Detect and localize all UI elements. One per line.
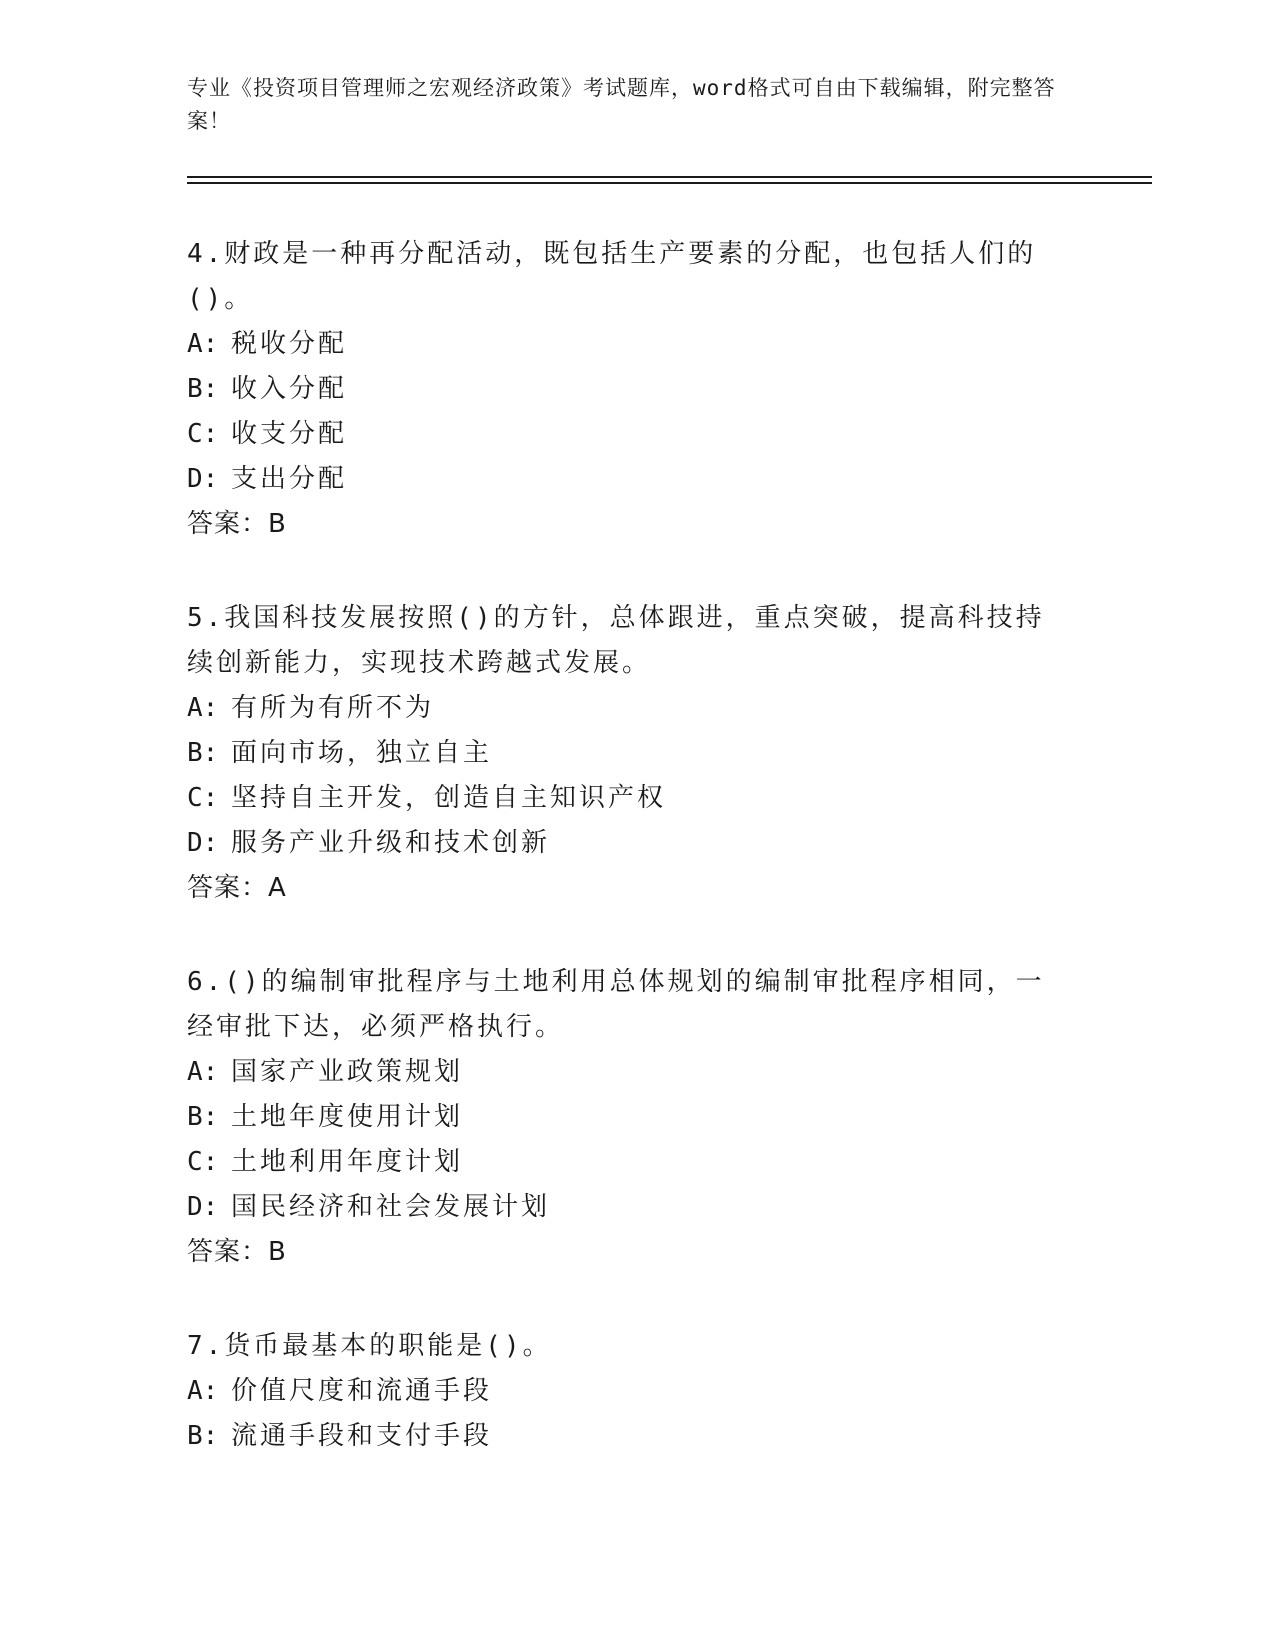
option-b [187,1095,1067,1140]
option-text: 服务产业升级和技术创新 [231,828,551,858]
option-letter: B: [187,374,219,404]
option-d [187,821,1067,866]
option-d [187,457,1067,502]
header-rule-top [187,176,1152,178]
option-text: 坚持自主开发，创造自主知识产权 [231,783,667,813]
option-text: 有所为有所不为 [231,693,435,723]
option-b [187,731,1067,776]
question-4 [187,232,1067,547]
option-b [187,367,1067,412]
option-a [187,1050,1067,1095]
option-a [187,686,1067,731]
question-7 [187,1324,1067,1459]
option-text: 价值尺度和流通手段 [231,1376,493,1406]
option-text: 土地年度使用计划 [231,1102,464,1132]
option-a [187,322,1067,367]
option-letter: C: [187,1147,219,1177]
header-rule-bottom [187,182,1152,184]
option-letter: A: [187,1057,219,1087]
question-stem: 4.财政是一种再分配活动，既包括生产要素的分配，也包括人们的()。 [187,239,1037,314]
option-c [187,1140,1067,1185]
question-6 [187,960,1067,1275]
option-letter: B: [187,1102,219,1132]
option-text: 税收分配 [231,329,348,359]
option-text: 流通手段和支付手段 [231,1421,493,1451]
option-letter: A: [187,329,219,359]
option-letter: D: [187,828,219,858]
answer-label: 答案：B [187,509,287,539]
option-a [187,1369,1067,1414]
option-letter: B: [187,1421,219,1451]
option-text: 国民经济和社会发展计划 [231,1192,551,1222]
option-letter: C: [187,419,219,449]
option-text: 土地利用年度计划 [231,1147,464,1177]
question-stem: 5.我国科技发展按照()的方针，总体跟进，重点突破，提高科技持续创新能力，实现技术跨越式发展。 [187,603,1045,678]
option-text: 支出分配 [231,464,348,494]
option-text: 面向市场，独立自主 [231,738,493,768]
option-letter: D: [187,464,219,494]
option-c [187,412,1067,457]
answer-label: 答案：A [187,873,287,903]
option-letter: A: [187,693,219,723]
option-letter: B: [187,738,219,768]
option-letter: C: [187,783,219,813]
question-stem: 6.()的编制审批程序与土地利用总体规划的编制审批程序相同，一经审批下达，必须严格执行。 [187,967,1045,1042]
question-stem: 7.货币最基本的职能是()。 [187,1331,552,1361]
option-letter: A: [187,1376,219,1406]
option-b [187,1414,1067,1459]
question-5 [187,596,1067,911]
option-text: 收支分配 [231,419,348,449]
document-header-intro: 专业《投资项目管理师之宏观经济政策》考试题库，word格式可自由下载编辑，附完整答案！ [187,76,1056,133]
option-text: 收入分配 [231,374,348,404]
option-d [187,1185,1067,1230]
option-letter: D: [187,1192,219,1222]
option-c [187,776,1067,821]
answer-label: 答案：B [187,1237,287,1267]
option-text: 国家产业政策规划 [231,1057,464,1087]
